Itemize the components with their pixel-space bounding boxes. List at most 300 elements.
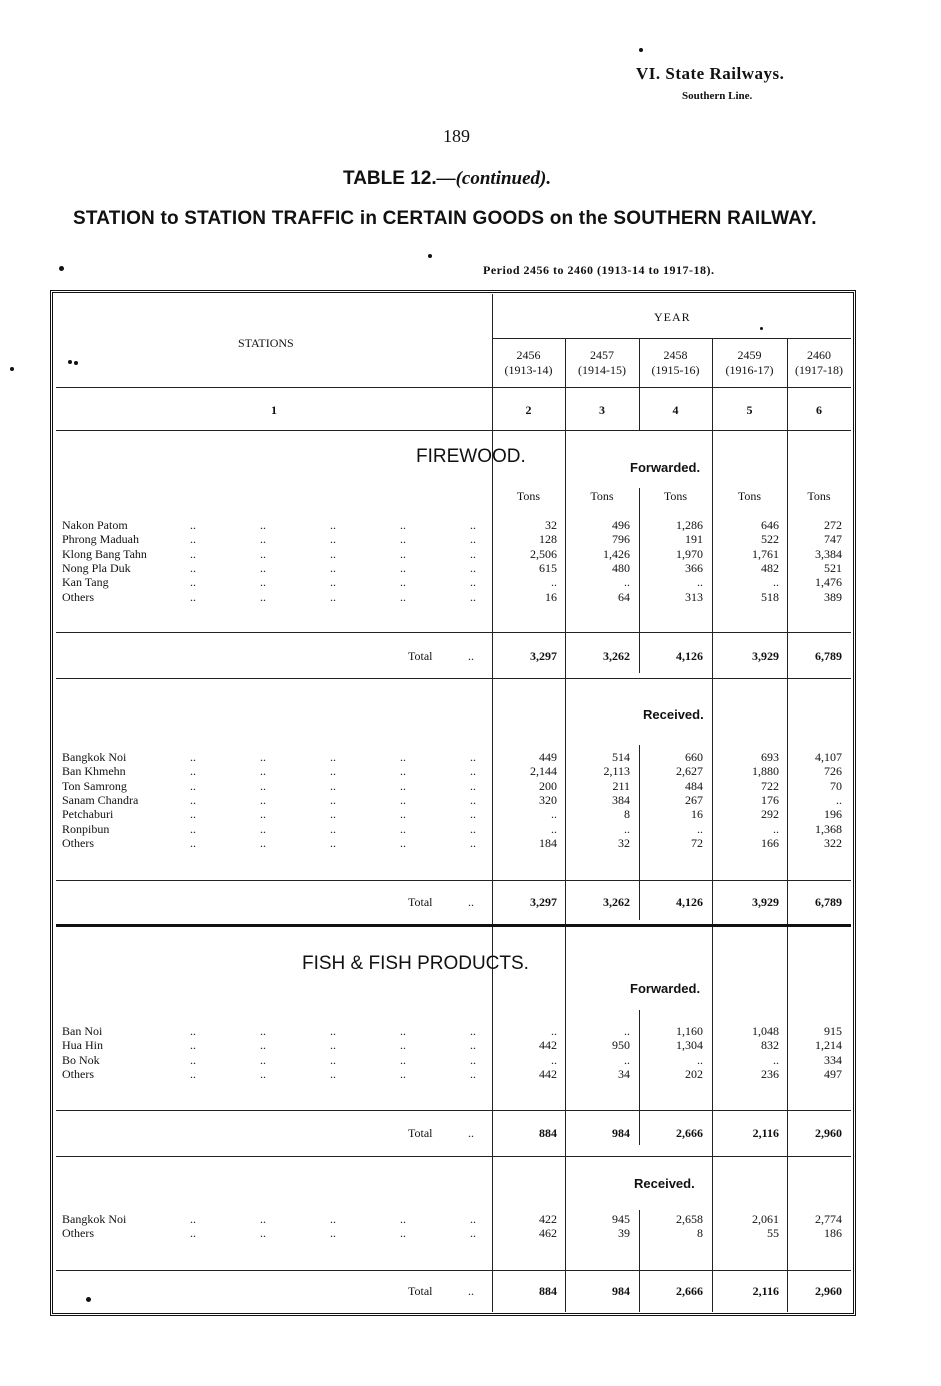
cell-value: 1,426 bbox=[603, 546, 630, 561]
cell-value: 236 bbox=[761, 1066, 779, 1081]
cell-value: 480 bbox=[612, 560, 630, 575]
cell-value: .. bbox=[624, 821, 630, 836]
station-name: Kan Tang bbox=[62, 575, 109, 590]
cell-value: 64 bbox=[618, 589, 630, 604]
total-rule bbox=[56, 1270, 851, 1271]
leader-dots: .. bbox=[400, 792, 406, 807]
leader-dots: .. bbox=[330, 1226, 336, 1241]
cell-value: 442 bbox=[539, 1066, 557, 1081]
station-name: Ton Samrong bbox=[62, 778, 127, 793]
leader-dots: .. bbox=[190, 778, 196, 793]
leader-dots: .. bbox=[470, 792, 476, 807]
total-rule bbox=[56, 880, 851, 881]
cell-value: 2,627 bbox=[676, 764, 703, 779]
cell-value: 442 bbox=[539, 1038, 557, 1053]
leader-dots: .. bbox=[470, 764, 476, 779]
cell-value: 2,658 bbox=[676, 1212, 703, 1226]
leader-dots: .. bbox=[400, 1212, 406, 1226]
cell-value: 660 bbox=[685, 750, 703, 764]
leader-dots: .. bbox=[330, 589, 336, 604]
cell-value: 2,506 bbox=[530, 546, 557, 561]
year-ce: (1913-14) bbox=[504, 363, 553, 377]
year-ce: (1914-15) bbox=[578, 363, 626, 377]
leader-dots: .. bbox=[400, 1052, 406, 1067]
print-mark bbox=[10, 367, 14, 371]
section-rule bbox=[56, 924, 851, 927]
unit-label: Tons bbox=[737, 489, 762, 503]
cell-value: 915 bbox=[824, 1024, 842, 1038]
total-label: Total bbox=[408, 1284, 433, 1298]
leader-dots: .. bbox=[260, 1024, 266, 1038]
leader-dots: .. bbox=[400, 1226, 406, 1241]
cell-value: .. bbox=[551, 575, 557, 590]
leader-dots: .. bbox=[260, 518, 266, 532]
leader-dots: .. bbox=[470, 532, 476, 547]
leader-dots: .. bbox=[400, 532, 406, 547]
leader-dots: .. bbox=[470, 518, 476, 532]
station-name: Others bbox=[62, 1066, 94, 1081]
cell-value: 1,476 bbox=[815, 575, 842, 590]
station-name: Phrong Maduah bbox=[62, 532, 139, 547]
cell-value: 1,880 bbox=[752, 764, 779, 779]
leader-dots: .. bbox=[330, 532, 336, 547]
column-number: 3 bbox=[599, 403, 605, 417]
cell-value: 2,113 bbox=[603, 764, 630, 779]
page-number: 189 bbox=[443, 126, 470, 146]
column-number: 2 bbox=[525, 403, 532, 417]
leader-dots: .. bbox=[400, 821, 406, 836]
leader-dots: .. bbox=[468, 649, 474, 663]
cell-value: 482 bbox=[761, 560, 779, 575]
cell-value: 55 bbox=[767, 1226, 779, 1241]
cell-value: 2,061 bbox=[752, 1212, 779, 1226]
column-divider bbox=[787, 338, 788, 1312]
cell-value: 521 bbox=[824, 560, 842, 575]
cell-value: 422 bbox=[539, 1212, 557, 1226]
leader-dots: .. bbox=[190, 1212, 196, 1226]
station-name: Hua Hin bbox=[62, 1038, 103, 1053]
leader-dots: .. bbox=[400, 750, 406, 764]
leader-dots: .. bbox=[330, 518, 336, 532]
flow-heading: Forwarded. bbox=[630, 981, 701, 996]
leader-dots: .. bbox=[468, 1284, 474, 1298]
total-rule bbox=[56, 1156, 851, 1157]
cell-value: 497 bbox=[824, 1066, 842, 1081]
cell-value: 449 bbox=[539, 750, 557, 764]
leader-dots: .. bbox=[260, 1212, 266, 1226]
leader-dots: .. bbox=[260, 750, 266, 764]
total-rule bbox=[56, 632, 851, 633]
leader-dots: .. bbox=[190, 1052, 196, 1067]
station-name: Nakon Patom bbox=[62, 518, 128, 532]
leader-dots: .. bbox=[400, 546, 406, 561]
leader-dots: .. bbox=[400, 778, 406, 793]
page-title: STATION to STATION TRAFFIC in CERTAIN GOODS on the SOUTHERN RAILWAY. bbox=[73, 208, 817, 229]
total-value: 2,116 bbox=[752, 1126, 779, 1140]
leader-dots: .. bbox=[400, 560, 406, 575]
cell-value: .. bbox=[773, 1052, 779, 1067]
cell-value: 39 bbox=[618, 1226, 630, 1241]
leader-dots: .. bbox=[260, 1066, 266, 1081]
leader-dots: .. bbox=[470, 1024, 476, 1038]
cell-value: .. bbox=[624, 1024, 630, 1038]
leader-dots: .. bbox=[470, 589, 476, 604]
cell-value: 726 bbox=[824, 764, 842, 779]
leader-dots: .. bbox=[330, 1038, 336, 1053]
cell-value: 950 bbox=[612, 1038, 630, 1053]
cell-value: 334 bbox=[824, 1052, 842, 1067]
leader-dots: .. bbox=[400, 807, 406, 822]
cell-value: .. bbox=[551, 821, 557, 836]
leader-dots: .. bbox=[260, 1226, 266, 1241]
flow-heading: Received. bbox=[643, 707, 704, 722]
cell-value: .. bbox=[697, 821, 703, 836]
leader-dots: .. bbox=[468, 895, 474, 909]
station-name: Others bbox=[62, 835, 94, 850]
cell-value: 1,286 bbox=[676, 518, 703, 532]
print-mark bbox=[639, 48, 643, 52]
cell-value: 322 bbox=[824, 835, 842, 850]
cell-value: 2,144 bbox=[530, 764, 557, 779]
total-value: 984 bbox=[612, 1126, 630, 1140]
unit-label: Tons bbox=[590, 489, 614, 503]
leader-dots: .. bbox=[400, 1066, 406, 1081]
cell-value: 8 bbox=[624, 807, 630, 822]
leader-dots: .. bbox=[330, 1052, 336, 1067]
cell-value: .. bbox=[836, 792, 842, 807]
leader-dots: .. bbox=[330, 1024, 336, 1038]
station-name: Bangkok Noi bbox=[62, 750, 127, 764]
leader-dots: .. bbox=[470, 1212, 476, 1226]
leader-dots: .. bbox=[400, 1024, 406, 1038]
year-header-rule bbox=[492, 338, 851, 339]
leader-dots: .. bbox=[330, 807, 336, 822]
year-ce: (1916-17) bbox=[725, 363, 774, 377]
leader-dots: .. bbox=[190, 518, 196, 532]
leader-dots: .. bbox=[190, 1024, 196, 1038]
leader-dots: .. bbox=[190, 750, 196, 764]
cell-value: 16 bbox=[691, 807, 703, 822]
leader-dots: .. bbox=[330, 792, 336, 807]
year-col-header bbox=[565, 348, 639, 378]
table-label-text: TABLE 12. bbox=[343, 168, 437, 189]
leader-dots: .. bbox=[190, 792, 196, 807]
total-value: 4,126 bbox=[676, 649, 703, 663]
leader-dots: .. bbox=[330, 546, 336, 561]
leader-dots: .. bbox=[400, 518, 406, 532]
leader-dots: .. bbox=[190, 764, 196, 779]
cell-value: 176 bbox=[761, 792, 779, 807]
column-divider-partial bbox=[639, 745, 640, 920]
leader-dots: .. bbox=[400, 764, 406, 779]
total-value: 2,666 bbox=[676, 1126, 703, 1140]
year-col-header bbox=[639, 348, 712, 378]
colnum-rule bbox=[56, 430, 851, 431]
cell-value: 32 bbox=[618, 835, 630, 850]
leader-dots: .. bbox=[470, 1052, 476, 1067]
goods-heading: FIREWOOD. bbox=[416, 446, 526, 467]
station-name: Petchaburi bbox=[62, 807, 114, 822]
cell-value: 496 bbox=[612, 518, 630, 532]
leader-dots: .. bbox=[470, 750, 476, 764]
leader-dots: .. bbox=[470, 1038, 476, 1053]
cell-value: 128 bbox=[539, 532, 557, 547]
table-continued-text: —(continued). bbox=[436, 168, 552, 189]
leader-dots: .. bbox=[260, 792, 266, 807]
cell-value: 832 bbox=[761, 1038, 779, 1053]
cell-value: 2,774 bbox=[815, 1212, 842, 1226]
cell-value: 615 bbox=[539, 560, 557, 575]
cell-value: 272 bbox=[824, 518, 842, 532]
leader-dots: .. bbox=[330, 764, 336, 779]
cell-value: 693 bbox=[761, 750, 779, 764]
cell-value: 945 bbox=[612, 1212, 630, 1226]
leader-dots: .. bbox=[190, 821, 196, 836]
leader-dots: .. bbox=[190, 589, 196, 604]
year-be: 2457 bbox=[590, 348, 614, 362]
cell-value: 1,304 bbox=[676, 1038, 703, 1053]
cell-value: 267 bbox=[685, 792, 703, 807]
cell-value: 747 bbox=[824, 532, 842, 547]
station-name: Ban Khmehn bbox=[62, 764, 126, 779]
leader-dots: .. bbox=[190, 1038, 196, 1053]
leader-dots: .. bbox=[400, 589, 406, 604]
year-be: 2456 bbox=[516, 348, 541, 362]
total-value: 2,960 bbox=[815, 1284, 842, 1298]
leader-dots: .. bbox=[260, 1052, 266, 1067]
cell-value: 166 bbox=[761, 835, 779, 850]
cell-value: 3,384 bbox=[815, 546, 842, 561]
leader-dots: .. bbox=[260, 835, 266, 850]
cell-value: 1,761 bbox=[752, 546, 779, 561]
leader-dots: .. bbox=[260, 532, 266, 547]
cell-value: 366 bbox=[685, 560, 703, 575]
total-value: 884 bbox=[539, 1284, 557, 1298]
leader-dots: .. bbox=[190, 1066, 196, 1081]
cell-value: 34 bbox=[618, 1066, 630, 1081]
cell-value: .. bbox=[551, 1024, 557, 1038]
cell-value: 384 bbox=[612, 792, 630, 807]
leader-dots: .. bbox=[260, 560, 266, 575]
year-ce: (1915-16) bbox=[651, 363, 700, 377]
leader-dots: .. bbox=[330, 835, 336, 850]
cell-value: 462 bbox=[539, 1226, 557, 1241]
header-rule bbox=[56, 387, 851, 388]
leader-dots: .. bbox=[468, 1126, 474, 1140]
year-header: YEAR bbox=[654, 310, 691, 324]
total-value: 2,960 bbox=[815, 1126, 842, 1140]
leader-dots: .. bbox=[330, 750, 336, 764]
column-number: 4 bbox=[672, 403, 679, 417]
column-divider bbox=[712, 338, 713, 1312]
year-be: 2460 bbox=[807, 348, 831, 362]
unit-label: Tons bbox=[516, 489, 541, 503]
cell-value: 72 bbox=[691, 835, 703, 850]
leader-dots: .. bbox=[260, 807, 266, 822]
section-heading: VI. State Railways. bbox=[636, 64, 785, 83]
cell-value: 313 bbox=[685, 589, 703, 604]
total-label: Total bbox=[408, 895, 433, 909]
leader-dots: .. bbox=[190, 532, 196, 547]
leader-dots: .. bbox=[470, 560, 476, 575]
cell-value: 518 bbox=[761, 589, 779, 604]
leader-dots: .. bbox=[470, 1226, 476, 1241]
flow-heading: Forwarded. bbox=[630, 460, 701, 475]
station-name: Ronpibun bbox=[62, 821, 110, 836]
print-mark bbox=[428, 254, 432, 258]
flow-heading: Received. bbox=[634, 1176, 695, 1191]
year-be: 2458 bbox=[663, 348, 688, 362]
cell-value: 32 bbox=[545, 518, 557, 532]
cell-value: 4,107 bbox=[815, 750, 842, 764]
cell-value: 16 bbox=[545, 589, 557, 604]
leader-dots: .. bbox=[470, 575, 476, 590]
cell-value: 796 bbox=[612, 532, 630, 547]
total-label: Total bbox=[408, 1126, 433, 1140]
goods-heading: FISH & FISH PRODUCTS. bbox=[302, 953, 529, 974]
leader-dots: .. bbox=[470, 546, 476, 561]
leader-dots: .. bbox=[260, 778, 266, 793]
leader-dots: .. bbox=[330, 1212, 336, 1226]
table-label bbox=[343, 168, 551, 190]
cell-value: 1,048 bbox=[752, 1024, 779, 1038]
cell-value: .. bbox=[773, 575, 779, 590]
cell-value: .. bbox=[624, 575, 630, 590]
cell-value: .. bbox=[551, 807, 557, 822]
total-value: 3,262 bbox=[603, 649, 630, 663]
leader-dots: .. bbox=[470, 835, 476, 850]
total-value: 3,929 bbox=[752, 649, 779, 663]
station-name: Nong Pla Duk bbox=[62, 560, 131, 575]
cell-value: .. bbox=[697, 575, 703, 590]
leader-dots: .. bbox=[190, 835, 196, 850]
leader-dots: .. bbox=[190, 575, 196, 590]
cell-value: 646 bbox=[761, 518, 779, 532]
total-value: 3,297 bbox=[530, 895, 557, 909]
leader-dots: .. bbox=[260, 575, 266, 590]
year-col-header bbox=[787, 348, 851, 378]
station-name: Bo Nok bbox=[62, 1052, 100, 1067]
leader-dots: .. bbox=[470, 778, 476, 793]
year-col-header bbox=[712, 348, 787, 378]
column-divider-partial bbox=[639, 488, 640, 673]
column-divider-partial bbox=[639, 1010, 640, 1145]
line-subheading: Southern Line. bbox=[682, 90, 753, 102]
cell-value: 184 bbox=[539, 835, 557, 850]
leader-dots: .. bbox=[260, 589, 266, 604]
cell-value: 722 bbox=[761, 778, 779, 793]
leader-dots: .. bbox=[470, 1066, 476, 1081]
total-rule bbox=[56, 1110, 851, 1111]
cell-value: 186 bbox=[824, 1226, 842, 1241]
stations-header: STATIONS bbox=[238, 336, 294, 350]
cell-value: 196 bbox=[824, 807, 842, 822]
total-value: 884 bbox=[539, 1126, 557, 1140]
total-value: 3,262 bbox=[603, 895, 630, 909]
leader-dots: .. bbox=[470, 807, 476, 822]
cell-value: 1,970 bbox=[676, 546, 703, 561]
leader-dots: .. bbox=[400, 835, 406, 850]
total-value: 6,789 bbox=[815, 895, 842, 909]
cell-value: 202 bbox=[685, 1066, 703, 1081]
unit-label: Tons bbox=[807, 489, 831, 503]
cell-value: 1,160 bbox=[676, 1024, 703, 1038]
leader-dots: .. bbox=[190, 1226, 196, 1241]
leader-dots: .. bbox=[330, 778, 336, 793]
cell-value: .. bbox=[773, 821, 779, 836]
leader-dots: .. bbox=[470, 821, 476, 836]
total-value: 3,929 bbox=[752, 895, 779, 909]
total-value: 2,116 bbox=[752, 1284, 779, 1298]
cell-value: 389 bbox=[824, 589, 842, 604]
cell-value: 70 bbox=[830, 778, 842, 793]
year-ce: (1917-18) bbox=[795, 363, 843, 377]
leader-dots: .. bbox=[260, 546, 266, 561]
leader-dots: .. bbox=[330, 575, 336, 590]
cell-value: .. bbox=[624, 1052, 630, 1067]
leader-dots: .. bbox=[330, 821, 336, 836]
cell-value: .. bbox=[697, 1052, 703, 1067]
leader-dots: .. bbox=[400, 1038, 406, 1053]
station-name: Bangkok Noi bbox=[62, 1212, 127, 1226]
year-col-header bbox=[492, 348, 565, 378]
cell-value: 211 bbox=[612, 778, 630, 793]
cell-value: 1,214 bbox=[815, 1038, 842, 1053]
leader-dots: .. bbox=[190, 560, 196, 575]
cell-value: 522 bbox=[761, 532, 779, 547]
cell-value: 8 bbox=[697, 1226, 703, 1241]
cell-value: 484 bbox=[685, 778, 703, 793]
total-value: 984 bbox=[612, 1284, 630, 1298]
leader-dots: .. bbox=[190, 546, 196, 561]
cell-value: 292 bbox=[761, 807, 779, 822]
total-value: 4,126 bbox=[676, 895, 703, 909]
leader-dots: .. bbox=[330, 1066, 336, 1081]
column-number: 6 bbox=[816, 403, 822, 417]
total-value: 6,789 bbox=[815, 649, 842, 663]
column-number: 5 bbox=[746, 403, 753, 417]
station-name: Klong Bang Tahn bbox=[62, 546, 147, 561]
leader-dots: .. bbox=[260, 821, 266, 836]
cell-value: 191 bbox=[685, 532, 703, 547]
leader-dots: .. bbox=[260, 764, 266, 779]
cell-value: 514 bbox=[612, 750, 630, 764]
column-divider-partial bbox=[639, 1210, 640, 1312]
total-label: Total bbox=[408, 649, 433, 663]
total-value: 2,666 bbox=[676, 1284, 703, 1298]
total-rule bbox=[56, 678, 851, 679]
cell-value: .. bbox=[551, 1052, 557, 1067]
column-divider bbox=[565, 338, 566, 1312]
cell-value: 200 bbox=[539, 778, 557, 793]
cell-value: 320 bbox=[539, 792, 557, 807]
leader-dots: .. bbox=[190, 807, 196, 822]
station-name: Ban Noi bbox=[62, 1024, 103, 1038]
total-value: 3,297 bbox=[530, 649, 557, 663]
unit-label: Tons bbox=[663, 489, 688, 503]
leader-dots: .. bbox=[260, 1038, 266, 1053]
print-mark bbox=[59, 266, 64, 271]
station-name: Others bbox=[62, 1226, 94, 1241]
year-be: 2459 bbox=[737, 348, 762, 362]
leader-dots: .. bbox=[330, 560, 336, 575]
column-number: 1 bbox=[271, 403, 277, 417]
station-name: Others bbox=[62, 589, 94, 604]
leader-dots: .. bbox=[400, 575, 406, 590]
period-caption: Period 2456 to 2460 (1913-14 to 1917-18). bbox=[483, 263, 715, 277]
station-name: Sanam Chandra bbox=[62, 792, 139, 807]
cell-value: 1,368 bbox=[815, 821, 842, 836]
